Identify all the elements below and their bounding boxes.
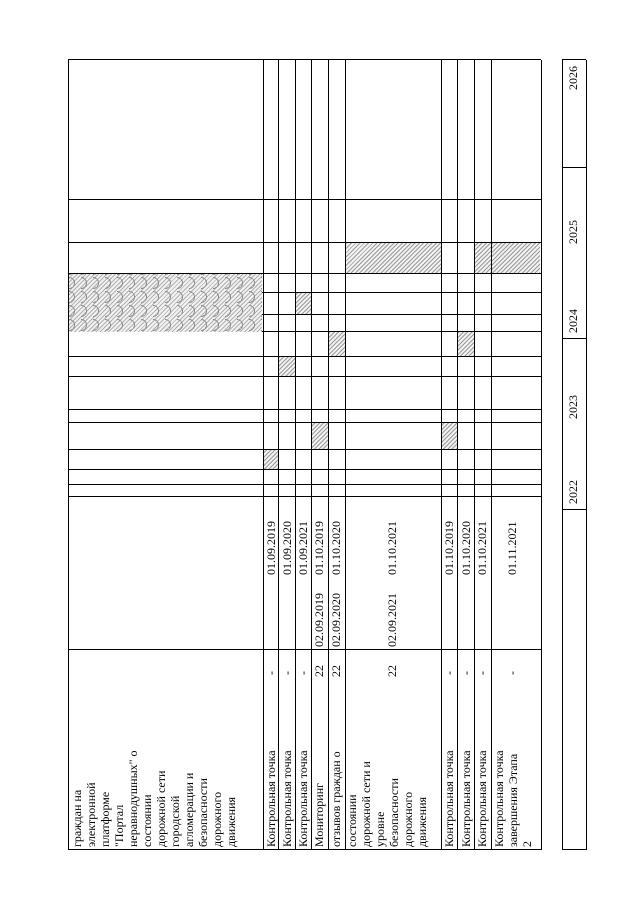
row-label: Мониторинг [312,782,326,847]
gantt-bar [442,423,457,449]
cell-col5: 01.09.2020 [280,521,294,575]
cell-col5: 01.10.2020 [459,521,473,575]
cell-col3: - [296,671,310,675]
gantt-bar [279,357,295,376]
monitor-line: движения [415,796,429,847]
row-label: Контрольная точка [264,750,278,847]
gantt-bar [329,332,345,356]
gantt-bar [492,243,540,273]
monitor-line: состоянии [345,794,359,847]
first-block-line: безопасности [196,778,210,847]
first-block-line: платформе [98,791,112,847]
row-label: Контрольная точка [475,750,489,847]
first-block-line: дорожной сети [154,770,168,847]
first-block-line: электронной [84,782,98,847]
gantt-bar [475,243,491,273]
monitor-line: уровне [373,811,387,847]
cell-col5: 01.10.2019 [442,521,456,575]
gantt-bar [458,332,474,356]
gantt-bar [264,450,278,469]
gantt-bar [346,243,441,273]
year-label: 2025 [566,220,580,244]
cell-col3: - [505,671,519,675]
monitor-line: дорожного [401,791,415,847]
cell-col3: - [475,671,489,675]
cell-col3: - [459,671,473,675]
final-line: завершения Этапа [506,753,520,847]
row-label: Контрольная точка [280,750,294,847]
row-label: Контрольная точка [442,750,456,847]
gantt-bar [312,423,328,449]
first-block-line: "Портал [112,804,126,847]
year-label: 2023 [566,395,580,419]
first-block-line: городской [168,795,182,847]
first-block-line: неравнодушных" о [126,750,140,847]
first-block-line: агломерации и [182,772,196,847]
cell-col5: 01.10.2020 [329,521,343,575]
row-label: отзывов граждан о [329,751,343,847]
row-label: Контрольная точка [459,750,473,847]
monitor-line: безопасности [387,778,401,847]
monitor-block-text [345,652,429,847]
first-block-line: граждан на [70,789,84,847]
first-block-text [70,652,238,847]
cell-col3: 22 [312,665,326,677]
cell-col4: 02.09.2021 [385,593,399,647]
cell-col4: 02.09.2019 [312,593,326,647]
cell-col4: 02.09.2020 [329,593,343,647]
gantt-bar-wavy [69,274,262,332]
cell-col5: 01.09.2019 [264,521,278,575]
cell-col5: 01.11.2021 [505,521,519,575]
row-label: Контрольная точка [296,750,310,847]
cell-col5: 01.10.2019 [312,521,326,575]
first-block-line: состоянии [140,794,154,847]
cell-col3: - [280,671,294,675]
cell-col3: - [264,671,278,675]
cell-col5: 01.09.2021 [296,521,310,575]
final-line: 2 [520,841,534,847]
year-label: 2022 [566,480,580,504]
cell-col3: 22 [385,665,399,677]
first-block-line: движения [224,796,238,847]
monitor-line: дорожной сети и [359,761,373,847]
first-block-line: дорожного [210,791,224,847]
cell-col3: 22 [329,665,343,677]
cell-col5: 01.10.2021 [385,521,399,575]
cell-col3: - [442,671,456,675]
final-line: Контрольная точка [492,750,506,847]
gantt-bar [296,293,311,314]
cell-col5: 01.10.2021 [475,521,489,575]
final-row-text [492,652,534,847]
year-label: 2024 [566,309,580,333]
year-label: 2026 [566,66,580,90]
